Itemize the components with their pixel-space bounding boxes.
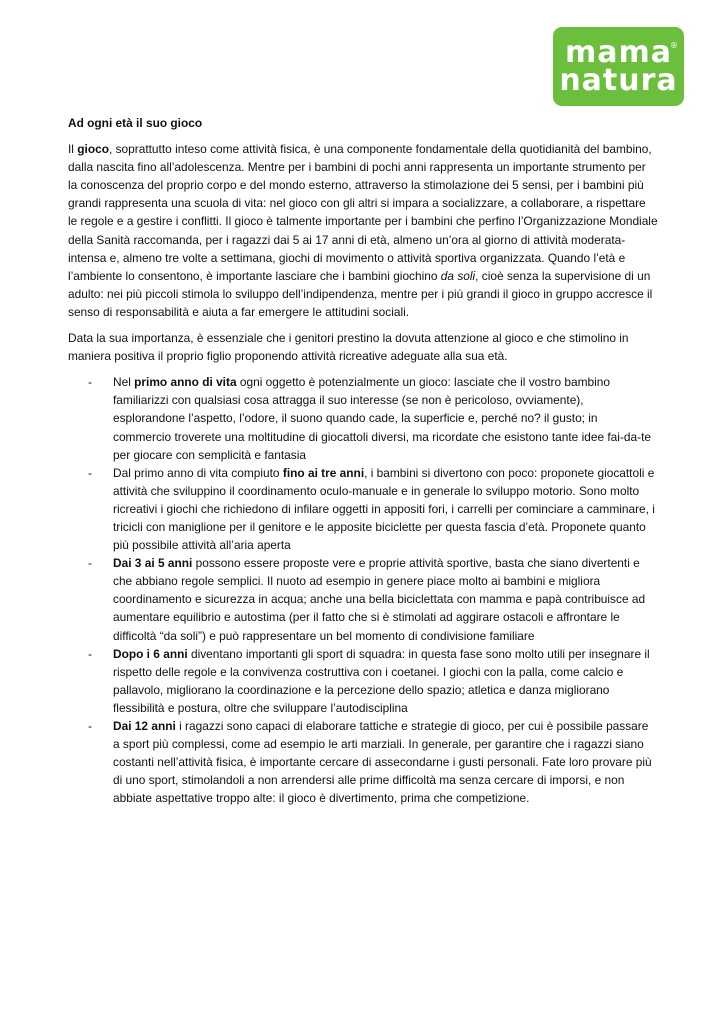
intro-paragraph [68,140,658,321]
list-item-text: , i bambini si divertono con poco: proponete giocattoli e attività che sviluppino il coordinamento oculo-manuale e in generale lo sviluppo motorio. Sono molto ricreativi i giochi che richiedono di infilare oggetti in appositi fori, i carrelli per cominciare a camminare, i tricicli con maniglione per il genitore e le apposite biciclette per questa fascia d’età. Proponete quanto più possibile attività all’aria aperta [113,465,655,553]
intro-bold-gioco: gioco [77,142,109,157]
list-item-bold: Dai 3 ai 5 anni [113,556,193,571]
list-bullet: - [88,556,92,571]
logo-line-mama: mama [564,34,672,70]
list-item-text: ogni oggetto è potenzialmente un gioco: lasciate che il vostro bambino familiarizzi con qualsiasi cosa attragga il suo interesse (se non è pericoloso, ovviamente), esplorandone l’aspetto, l’odore, il suono quando cade, la superficie e, perché no? il gusto; in commercio troverete una moltitudine di giocattoli diversi, ma ricordate che esistono tante idee fai-da-te per giocare con semplicità e fantasia [113,375,651,462]
list-item-pre: Dal primo anno di vita compiuto [113,465,283,480]
intro-italic-da-soli: da soli [440,268,476,283]
list-item-bold: Dai 12 anni [113,719,176,733]
intro-text-1: Il [68,142,78,157]
list-item [68,645,658,717]
logo-line-natura: natura [559,62,678,98]
document-heading: Ad ogni età il suo gioco [68,116,203,130]
document-body [68,114,658,807]
list-bullet: - [88,375,92,390]
list-item-text: possono essere proposte vere e proprie attività sportive, basta che siano divertenti e che abbiano regole semplici. Il nuoto ad esempio in genere piace molto ai bambini e migliora coordinamento e sicurezza in acqua; anche una bella biciclettata con mamma e papà contribuisce ad aumentare equilibrio e autostima (per il fatto che si è stimolati ad aggirare ostacoli e affrontare le difficoltà “da soli”) e può rappresentare un bel momento di condivisione familiare [113,556,646,643]
list-item [68,717,658,807]
list-item-text: i ragazzi sono capaci di elaborare tattiche e strategie di gioco, per cui è possibile passare a sport più complessi, come ad esempio le arti marziali. In generale, per garantire che i ragazzi siano costanti nell’attività fisica, è importante cercare di assecondarne i gusti personali. Fate loro provare più di uno sport, stimolandoli a non arrendersi alle prime difficoltà ma senza cercare di imporsi, e non abbiate aspettative troppo alte: il gioco è divertimento, prima che competizione. [113,719,652,806]
registered-mark: ® [670,41,678,50]
list-bullet: - [88,465,92,480]
list-item-bold: primo anno di vita [134,375,237,390]
list-item [68,373,658,463]
list-item-bold: Dopo i 6 anni [113,646,188,661]
mama-natura-logo [553,27,684,106]
list-bullet: - [88,646,92,661]
list-bullet: - [88,719,92,733]
intro-text-3: , cioè senza la supervisione di un adulto: nei più piccoli stimola lo sviluppo dell’indipendenza, mentre per i più grandi il gioco in gruppo accresce il senso di responsabilità e aiuta a far emergere le attitudini sociali. [68,268,653,319]
list-item-text: diventano importanti gli sport di squadra: in questa fase sono molto utili per insegnare il rispetto delle regole e la convivenza costruttiva con i coetanei. I giochi con la palla, come calcio e pallavolo, migliorano la coordinazione e la percezione dello spazio; atletica e danza migliorano flessibilità e postura, oltre che sviluppare l’autodisciplina [113,646,650,715]
importance-paragraph: Data la sua importanza, è essenziale che i genitori prestino la dovuta attenzione al gioco e che stimolino in maniera positiva il proprio figlio proponendo attività ricreative adeguate alla sua età. [68,331,629,364]
list-item [68,554,658,644]
list-item-bold: fino ai tre anni [282,465,365,480]
list-item [68,464,658,554]
list-item-pre: Nel [113,375,135,390]
age-list [68,373,658,807]
intro-text-2: , soprattutto inteso come attività fisica, è una componente fondamentale della quotidianità del bambino, dalla nascita fino all’adolescenza. Mentre per i bambini di pochi anni rappresenta un importante strumento per la conoscenza del proprio corpo e del mondo esterno, attraverso la stimolazione dei 5 sensi, per i bambini più grandi rappresenta una scuola di vita: nel gioco con gli altri si impara a socializzare, a collaborare, a rispettare le regole e a gestire i conflitti. Il gioco è talmente importante per i bambini che perfino l’Organizzazione Mondiale della Sanità raccomanda, per i ragazzi dai 5 ai 17 anni di età, almeno un’ora al giorno di attività moderata-intensa e, almeno tre volte a settimana, giochi di movimento o attività sportiva organizzata. Quando l’età e l’ambiente lo consentono, è importante lasciare che i bambini giochino [68,142,658,283]
